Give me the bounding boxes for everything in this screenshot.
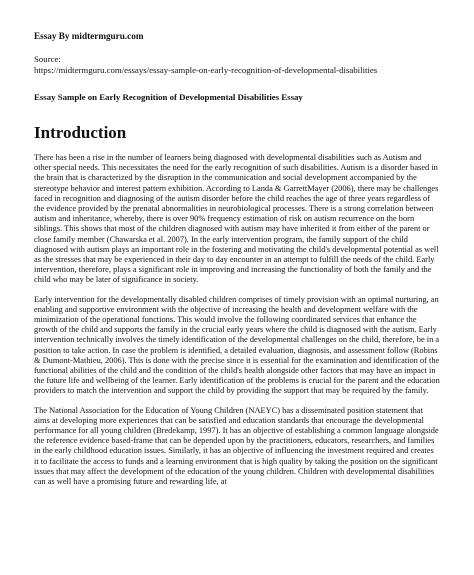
- paragraph-3: The National Association for the Education of Young Children (NAEYC) has a disseminated position statement that aims at developing more experiences that can be satisfied and education standards that encourage the developmental performance for all young children (Bredekamp, 1997). It has an objective of establishing a common language alongside the reference evidence based-frame that can be depended upon by the practitioners, educators, researchers, and families in the early childhood education issues. Similarly, it has an objective of influencing the investment required and creates it to facilitate the access to funds and a learning environment that is high quality by taking the position on the significant issues that may affect the development of the education of the young children. Children with developmental disabilities can as well have a promising future and rewarding life, at: [34, 405, 439, 487]
- essay-by-label: Essay By midtermguru.com: [34, 31, 144, 41]
- source-label: Source:: [34, 54, 61, 64]
- paragraph-2: Early intervention for the developmentally disabled children comprises of timely provision with an optimal nurturing, an enabling and supportive environment with the objective of increasing the health and development welfare with the minimization of the operational functions. This would involve the following coordinated services that enhance the growth of the child and supports the family in the crucial early years where the child is diagnosed with the autism. Early intervention technically involves the timely identification of the developmental challenges on the child, therefore, be in a position to take action. In case the problem is identified, a detailed evaluation, diagnosis, and assessment follow (Robins & Dumont-Mathieu, 2006). This is done with the precise since it is essential for the examination and identification of the functional abilities of the child and the condition of the child's health alongside other factors that may have an impact in the future life and wellbeing of the learner. Early identification of the problems is crucial for the parent and the education providers to match the intervention and support the child by providing the support that may be required by the family.: [34, 294, 440, 396]
- paragraph-1: There has been a rise in the number of learners being diagnosed with developmental disabilities such as Autism and other special needs. This necessitates the need for the early recognition of such disabilities. Autism is a disorder based in the brain that is characterized by the disruption in the communication and social development accompanied by the stereotype behavior and interest pattern exhibition. According to Landa & GarrettMayer (2006), there may be challenges faced in recognition and diagnosing of the autism disorder before the child reaches the age of three years regardless of the evidence provided by the prenatal abnormalities in neurobiological processes. There is a strong correlation between autism and inheritance, whereby, there is over 90% frequency estimation of risk on autism recurrence on the born siblings. This shows that most of the children diagnosed with autism may have inherited it from either of the parent or close family member (Chawarska et al. 2007). In the early intervention program, the family support of the child diagnosed with autism plays an important role in the fostering and motivating the child's developmental potential as well as the stresses that may be experienced in their day to day encounter in an attempt to fulfill the needs of the child. Early intervention, therefore, plays a significant role in improving and increasing the functionality of both the family and the child who may be later of significance in society.: [34, 153, 439, 285]
- essay-title: Essay Sample on Early Recognition of Developmental Disabilities Essay: [34, 92, 303, 102]
- source-url: https://midtermguru.com/essays/essay-sample-on-early-recognition-of-developmental-disabilities: [34, 64, 378, 75]
- section-heading-introduction: Introduction: [34, 123, 127, 142]
